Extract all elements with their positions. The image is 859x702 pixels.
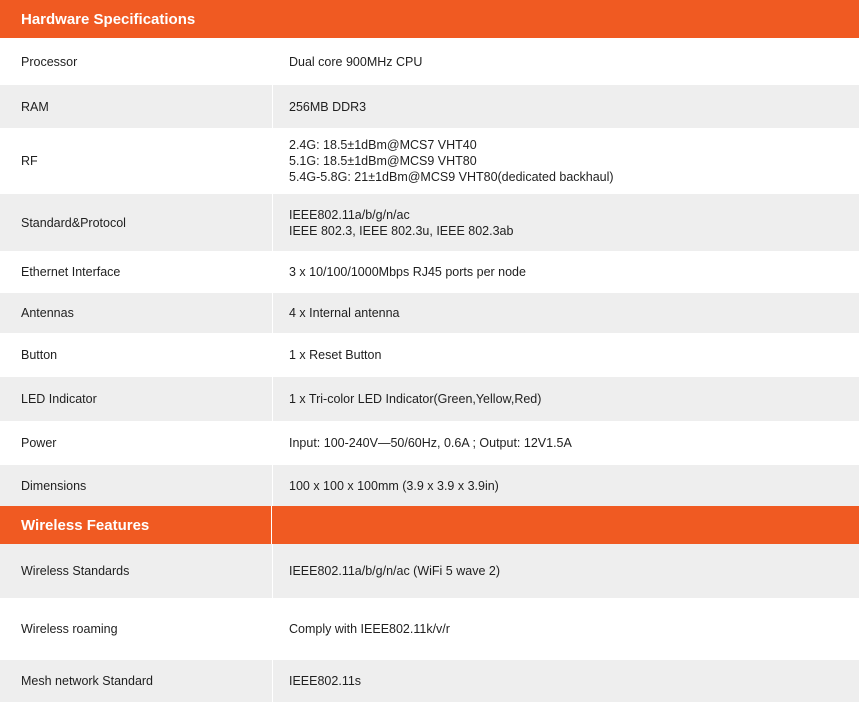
hardware-section-title: Hardware Specifications [21, 10, 196, 28]
wireless-section-title: Wireless Features [21, 516, 150, 534]
spec-row-rf [0, 128, 859, 194]
spec-value-line: IEEE802.11a/b/g/n/ac [289, 207, 410, 222]
spec-value-line: 1 x Reset Button [289, 348, 382, 362]
spec-row-power [0, 421, 859, 465]
spec-value [272, 660, 859, 702]
spec-row-wireless-standards [0, 544, 859, 598]
spec-row-antennas [0, 293, 859, 333]
spec-value-line: 2.4G: 18.5±1dBm@MCS7 VHT40 [289, 138, 477, 152]
spec-key: Dimensions [21, 478, 87, 493]
spec-value [272, 251, 859, 293]
spec-value-line: 1 x Tri-color LED Indicator(Green,Yellow,Red) [289, 392, 542, 406]
wireless-section-header-blank [271, 506, 859, 544]
spec-value-line: 256MB DDR3 [289, 99, 367, 114]
spec-value [272, 421, 859, 465]
spec-value-line: 5.4G-5.8G: 21±1dBm@MCS9 VHT80(dedicated backhaul) [289, 170, 614, 184]
spec-row-wireless-roaming [0, 598, 859, 660]
spec-key: Ethernet Interface [21, 265, 121, 279]
spec-value [272, 128, 859, 194]
spec-key: Antennas [21, 306, 74, 320]
spec-value-line: 100 x 100 x 100mm (3.9 x 3.9 x 3.9in) [289, 478, 499, 493]
spec-row-dimensions [0, 465, 859, 506]
spec-key: RAM [21, 99, 49, 114]
spec-value [272, 598, 859, 660]
spec-value [272, 333, 859, 377]
spec-row-standard-protocol [0, 194, 859, 251]
spec-key: Button [21, 348, 58, 362]
spec-value-line: Input: 100-240V—50/60Hz, 0.6A ; Output: 12V1.5A [289, 436, 572, 450]
spec-key: Wireless roaming [21, 622, 118, 636]
spec-value-line: Comply with IEEE802.11k/v/r [289, 622, 450, 636]
spec-row-ram [0, 85, 859, 128]
spec-row-mesh-network-standard [0, 660, 859, 702]
spec-value-line: Dual core 900MHz CPU [289, 54, 423, 69]
spec-value [272, 293, 859, 333]
wireless-section-title-cell [0, 506, 271, 544]
spec-row-processor [0, 38, 859, 85]
spec-value-line: 4 x Internal antenna [289, 306, 400, 320]
hardware-section-header [0, 0, 859, 38]
spec-row-ethernet-interface [0, 251, 859, 293]
spec-value [272, 377, 859, 421]
spec-row-button [0, 333, 859, 377]
spec-value [272, 465, 859, 506]
spec-key: Mesh network Standard [21, 674, 154, 688]
spec-key: Wireless Standards [21, 564, 130, 578]
spec-value [272, 544, 859, 598]
spec-value-line: 3 x 10/100/1000Mbps RJ45 ports per node [289, 265, 526, 279]
spec-value [272, 85, 859, 128]
spec-key: LED Indicator [21, 392, 97, 406]
spec-value [272, 38, 859, 85]
spec-value-line: IEEE802.11a/b/g/n/ac (WiFi 5 wave 2) [289, 564, 500, 578]
spec-value-line: IEEE802.11s [289, 674, 362, 688]
spec-row-led-indicator [0, 377, 859, 421]
wireless-section-header [0, 506, 859, 544]
spec-value-line: IEEE 802.3, IEEE 802.3u, IEEE 802.3ab [289, 223, 514, 238]
spec-value-line: 5.1G: 18.5±1dBm@MCS9 VHT80 [289, 154, 477, 168]
spec-key: Standard&Protocol [21, 215, 126, 230]
spec-value [272, 194, 859, 251]
spec-key: RF [21, 154, 38, 168]
spec-key: Processor [21, 54, 78, 69]
spec-key: Power [21, 436, 57, 450]
